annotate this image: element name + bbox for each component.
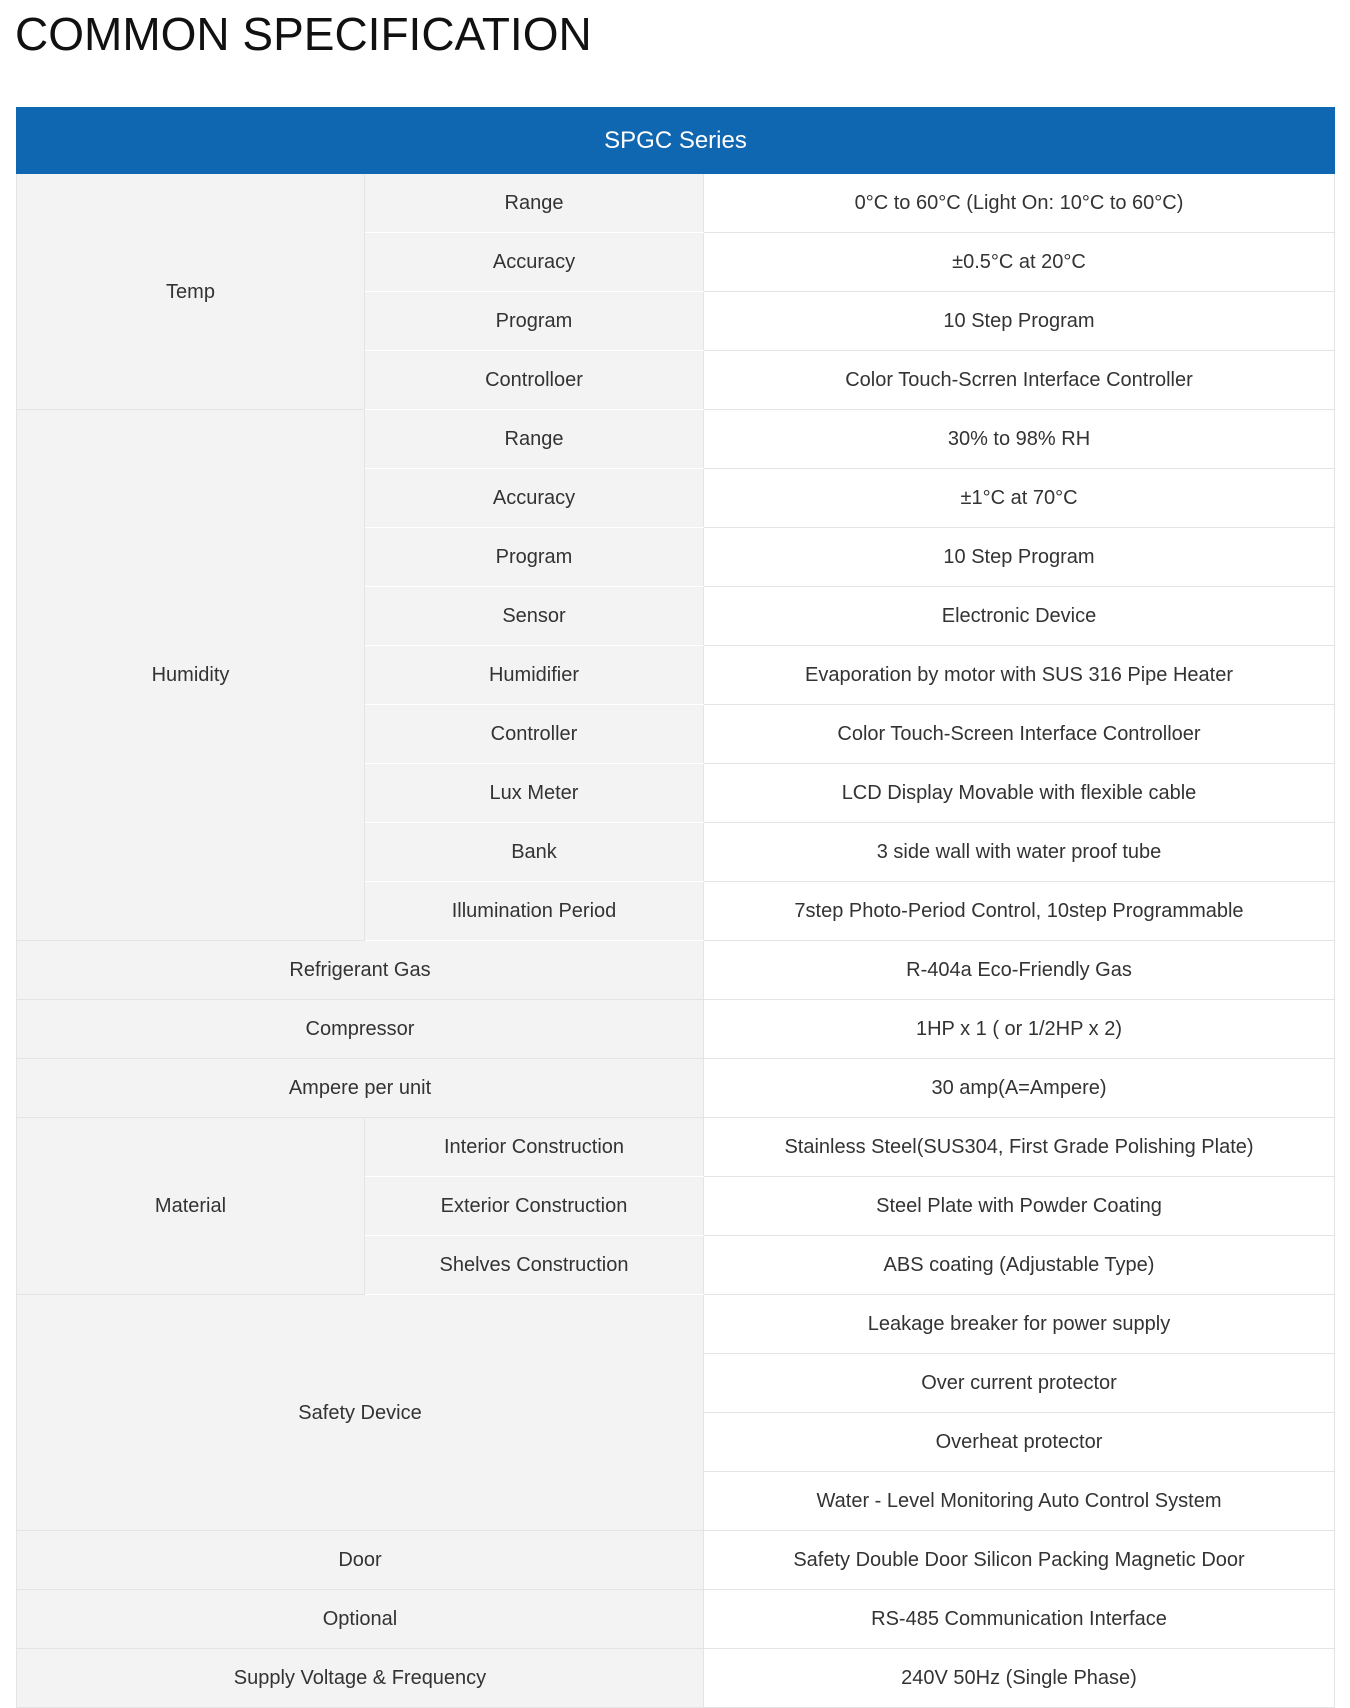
- table-row: [17, 1059, 1335, 1118]
- spec-value: 240V 50Hz (Single Phase): [704, 1649, 1335, 1708]
- category-ampere: Ampere per unit: [17, 1059, 704, 1118]
- spec-value: 30% to 98% RH: [704, 410, 1335, 469]
- spec-value: Stainless Steel(SUS304, First Grade Polishing Plate): [704, 1118, 1335, 1177]
- subcategory-label: Controlloer: [365, 351, 704, 410]
- table-row: [17, 1118, 1335, 1177]
- subcategory-label: Exterior Construction: [365, 1177, 704, 1236]
- subcategory-label: Shelves Construction: [365, 1236, 704, 1295]
- spec-value: Electronic Device: [704, 587, 1335, 646]
- subcategory-label: Program: [365, 292, 704, 351]
- table-row: [17, 1295, 1335, 1354]
- category-compressor: Compressor: [17, 1000, 704, 1059]
- spec-value: RS-485 Communication Interface: [704, 1590, 1335, 1649]
- spec-value: 1HP x 1 ( or 1/2HP x 2): [704, 1000, 1335, 1059]
- subcategory-label: Range: [365, 410, 704, 469]
- subcategory-label: Accuracy: [365, 233, 704, 292]
- subcategory-label: Range: [365, 174, 704, 233]
- spec-table: [16, 107, 1335, 1708]
- spec-value: 7step Photo-Period Control, 10step Programmable: [704, 882, 1335, 941]
- spec-value: 0°C to 60°C (Light On: 10°C to 60°C): [704, 174, 1335, 233]
- spec-value: 10 Step Program: [704, 528, 1335, 587]
- spec-value: ±0.5°C at 20°C: [704, 233, 1335, 292]
- spec-value: 10 Step Program: [704, 292, 1335, 351]
- spec-value: Steel Plate with Powder Coating: [704, 1177, 1335, 1236]
- subcategory-label: Interior Construction: [365, 1118, 704, 1177]
- table-row: [17, 1000, 1335, 1059]
- spec-value: Color Touch-Scrren Interface Controller: [704, 351, 1335, 410]
- category-safety-device: Safety Device: [17, 1295, 704, 1531]
- series-header: SPGC Series: [17, 108, 1335, 174]
- subcategory-label: Bank: [365, 823, 704, 882]
- spec-value: Over current protector: [704, 1354, 1335, 1413]
- spec-value: Safety Double Door Silicon Packing Magnetic Door: [704, 1531, 1335, 1590]
- table-row: [17, 1649, 1335, 1708]
- table-row: [17, 941, 1335, 1000]
- subcategory-label: Sensor: [365, 587, 704, 646]
- spec-value: R-404a Eco-Friendly Gas: [704, 941, 1335, 1000]
- spec-value: 30 amp(A=Ampere): [704, 1059, 1335, 1118]
- subcategory-label: Controller: [365, 705, 704, 764]
- spec-value: 3 side wall with water proof tube: [704, 823, 1335, 882]
- category-optional: Optional: [17, 1590, 704, 1649]
- spec-value: ABS coating (Adjustable Type): [704, 1236, 1335, 1295]
- table-header-row: [17, 108, 1335, 174]
- subcategory-label: Humidifier: [365, 646, 704, 705]
- category-humidity: Humidity: [17, 410, 365, 941]
- category-supply-voltage: Supply Voltage & Frequency: [17, 1649, 704, 1708]
- page-title: COMMON SPECIFICATION: [15, 8, 592, 60]
- spec-value: ±1°C at 70°C: [704, 469, 1335, 528]
- table-row: [17, 1590, 1335, 1649]
- spec-value: Overheat protector: [704, 1413, 1335, 1472]
- spec-value: LCD Display Movable with flexible cable: [704, 764, 1335, 823]
- table-row: [17, 410, 1335, 469]
- subcategory-label: Illumination Period: [365, 882, 704, 941]
- spec-value: Leakage breaker for power supply: [704, 1295, 1335, 1354]
- spec-value: Color Touch-Screen Interface Controlloer: [704, 705, 1335, 764]
- category-temp: Temp: [17, 174, 365, 410]
- category-material: Material: [17, 1118, 365, 1295]
- table-row: [17, 1531, 1335, 1590]
- category-refrigerant-gas: Refrigerant Gas: [17, 941, 704, 1000]
- category-door: Door: [17, 1531, 704, 1590]
- subcategory-label: Lux Meter: [365, 764, 704, 823]
- spec-value: Water - Level Monitoring Auto Control System: [704, 1472, 1335, 1531]
- subcategory-label: Program: [365, 528, 704, 587]
- subcategory-label: Accuracy: [365, 469, 704, 528]
- table-row: [17, 174, 1335, 233]
- spec-value: Evaporation by motor with SUS 316 Pipe Heater: [704, 646, 1335, 705]
